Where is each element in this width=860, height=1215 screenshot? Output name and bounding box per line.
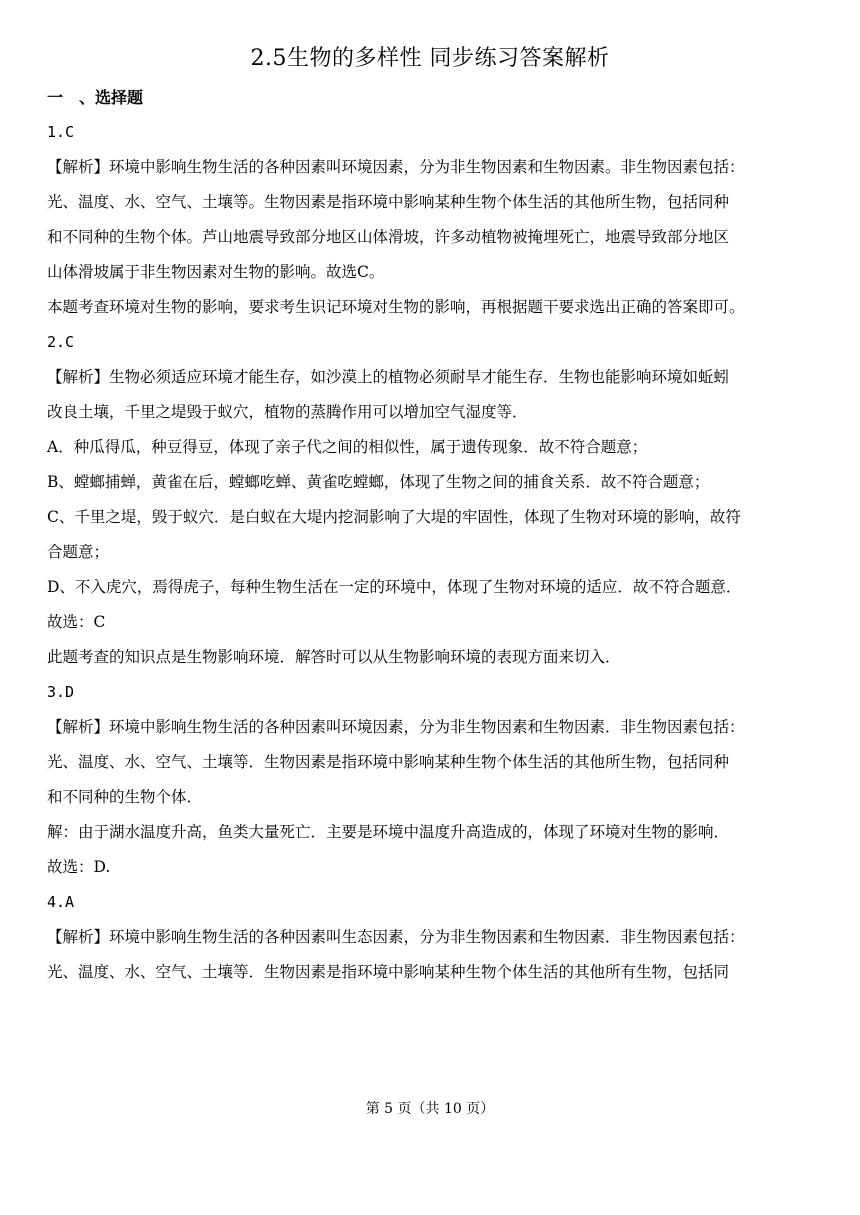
question-number: 3.D — [47, 683, 75, 701]
paragraph-line: 和不同种的生物个体。芦山地震导致部分地区山体滑坡，许多动植物被掩埋死亡，地震导致部分地区 — [47, 228, 730, 246]
paragraph-line: 【解析】生物必须适应环境才能生存，如沙漠上的植物必须耐旱才能生存．生物也能影响环境如蚯蚓 — [47, 368, 730, 386]
paragraph-line: 故选：D. — [47, 858, 111, 876]
question-number: 1.C — [47, 123, 75, 141]
paragraph-line: 光、温度、水、空气、土壤等．生物因素是指环境中影响某种生物个体生活的其他所生物，包括同种 — [47, 753, 730, 771]
document-body — [47, 115, 817, 990]
question-number: 2.C — [47, 333, 75, 351]
paragraph-line: 此题考查的知识点是生物影响环境．解答时可以从生物影响环境的表现方面来切入． — [47, 648, 621, 666]
paragraph-line: 【解析】环境中影响生物生活的各种因素叫环境因素，分为非生物因素和生物因素。非生物因素包括： — [47, 158, 745, 176]
page-footer: 第 5 页（共 10 页） — [365, 1101, 495, 1117]
paragraph-line: C、千里之堤，毁于蚁穴．是白蚁在大堤内挖洞影响了大堤的牢固性，体现了生物对环境的影响，故符 — [47, 508, 741, 526]
paragraph-line: D、不入虎穴，焉得虎子，每种生物生活在一定的环境中，体现了生物对环境的适应．故不符合题意． — [47, 578, 742, 596]
paragraph-line: 合题意； — [47, 543, 110, 561]
paragraph-line: 【解析】环境中影响生物生活的各种因素叫生态因素，分为非生物因素和生物因素．非生物因素包括： — [47, 928, 745, 946]
paragraph-line: 【解析】环境中影响生物生活的各种因素叫环境因素，分为非生物因素和生物因素．非生物因素包括： — [47, 718, 745, 736]
paragraph-line: B、螳螂捕蝉，黄雀在后，螳螂吃蝉、黄雀吃螳螂，体现了生物之间的捕食关系．故不符合题意； — [47, 473, 710, 491]
paragraph-line: A．种瓜得瓜，种豆得豆，体现了亲子代之间的相似性，属于遗传现象．故不符合题意； — [47, 438, 648, 456]
paragraph-line: 山体滑坡属于非生物因素对生物的影响。故选C。 — [47, 263, 385, 281]
paragraph-line: 故选：C — [47, 613, 106, 631]
paragraph-line: 和不同种的生物个体． — [47, 788, 203, 806]
question-number: 4.A — [47, 893, 75, 911]
paragraph-line: 改良土壤，千里之堤毁于蚁穴，植物的蒸腾作用可以增加空气湿度等． — [47, 403, 528, 421]
page-title: 2.5生物的多样性 同步练习答案解析 — [250, 46, 610, 71]
paragraph-line: 光、温度、水、空气、土壤等．生物因素是指环境中影响某种生物个体生活的其他所有生物，包括同 — [47, 963, 730, 981]
paragraph-line: 解：由于湖水温度升高，鱼类大量死亡．主要是环境中温度升高造成的，体现了环境对生物的影响． — [47, 823, 730, 841]
paragraph-line: 本题考查环境对生物的影响，要求考生识记环境对生物的影响，再根据题干要求选出正确的答案即可。 — [47, 298, 745, 316]
paragraph-line: 光、温度、水、空气、土壤等。生物因素是指环境中影响某种生物个体生活的其他所生物，包括同种 — [47, 193, 730, 211]
section-heading: 一 、选择题 — [47, 88, 144, 107]
